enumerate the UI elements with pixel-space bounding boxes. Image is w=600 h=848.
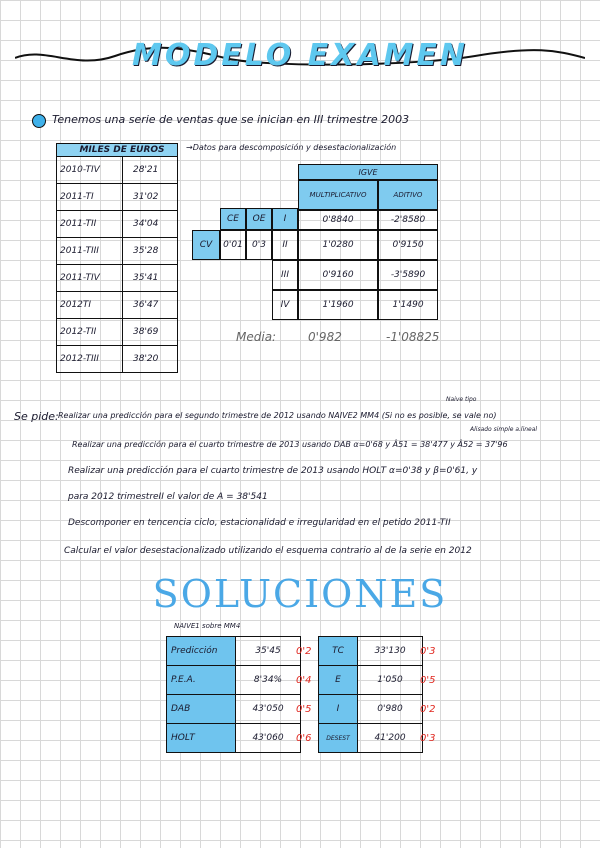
bullet-icon [32, 114, 46, 128]
naive-note: NAIVE1 sobre MM4 [174, 622, 241, 630]
igve-adit-ii: 0'9150 [378, 230, 438, 260]
annot-naive: Naive tipo [446, 396, 477, 403]
table-row [319, 695, 423, 724]
period-cell: 2011-TIV [57, 265, 123, 292]
media-mult: 0'982 [308, 330, 342, 344]
score: 0'5 [420, 675, 436, 686]
sol-value: 41'200 [358, 724, 423, 753]
task-1: Realizar una predicción para el segundo trimestre de 2012 usando NAIVE2 MM4 (Si no es posible, se vale no) [58, 411, 497, 420]
value-cell: 36'47 [123, 292, 178, 319]
sol-label: HOLT [167, 724, 236, 753]
period-cell: 2012-TIII [57, 346, 123, 373]
value-cell: 35'28 [123, 238, 178, 265]
value-cell: 35'41 [123, 265, 178, 292]
cv-ce-value: 0'01 [220, 230, 246, 260]
value-cell: 38'69 [123, 319, 178, 346]
annot-dab: Alisado simple a.lineal [470, 426, 538, 433]
score: 0'5 [296, 704, 312, 715]
sol-label: E [319, 666, 358, 695]
ce-label: CE [220, 208, 246, 230]
solutions-right-table [318, 636, 423, 753]
value-cell: 28'21 [123, 157, 178, 184]
sol-label: DESEST [319, 724, 358, 753]
igve-col-mult: MULTIPLICATIVO [298, 180, 378, 210]
period-cell: 2012-TII [57, 319, 123, 346]
sol-label: TC [319, 637, 358, 666]
task-3: Realizar una predicción para el cuarto trimestre de 2013 usando HOLT α=0'38 y β=0'61, y [68, 466, 478, 476]
value-cell: 34'04 [123, 211, 178, 238]
intro-text: Tenemos una serie de ventas que se inician en III trimestre 2003 [52, 113, 410, 126]
media-label: Media: [236, 330, 277, 344]
page-title: MODELO EXAMEN [131, 38, 469, 73]
igve-mult-iii: 0'9160 [298, 260, 378, 290]
sol-value: 33'130 [358, 637, 423, 666]
period-cell: 2011-TII [57, 211, 123, 238]
task-5: Descomponer en tencencia ciclo, estacionalidad e irregularidad en el petido 2011-TII [68, 518, 451, 528]
table-row [167, 637, 301, 666]
sol-value: 35'45 [236, 637, 301, 666]
table-row [57, 238, 178, 265]
table-row [167, 724, 301, 753]
igve-col-adit: ADITIVO [378, 180, 438, 210]
table-row [57, 319, 178, 346]
sales-table-header: MILES DE EUROS [57, 144, 178, 157]
score: 0'2 [296, 646, 312, 657]
solutions-title: SOLUCIONES [152, 572, 448, 616]
period-cell: 2010-TIV [57, 157, 123, 184]
period-cell: 2011-TIII [57, 238, 123, 265]
igve-mult-ii: 1'0280 [298, 230, 378, 260]
score: 0'4 [296, 675, 312, 686]
table-row [167, 695, 301, 724]
table-row [57, 184, 178, 211]
period-cell: 2012TI [57, 292, 123, 319]
task-4: para 2012 trimestreII el valor de A = 38'541 [68, 492, 268, 502]
sales-table [56, 143, 178, 373]
table-row [57, 211, 178, 238]
quarter-ii-label: II [272, 230, 298, 260]
sol-value: 43'050 [236, 695, 301, 724]
score: 0'3 [420, 646, 436, 657]
oe-label: OE [246, 208, 272, 230]
task-2: Realizar una predicción para el cuarto trimestre de 2013 usando DAB α=0'68 y Â51 = 38'477 y Â52 = 37'96 [72, 440, 508, 449]
value-cell: 31'02 [123, 184, 178, 211]
igve-mult-i: 0'8840 [298, 210, 378, 230]
table-row [57, 346, 178, 373]
table-row [319, 724, 423, 753]
sol-value: 43'060 [236, 724, 301, 753]
cv-label: CV [192, 230, 220, 260]
decomp-note: →Datos para descomposición y desestacionalización [186, 143, 397, 152]
sol-label: DAB [167, 695, 236, 724]
se-pide-label: Se pide: [14, 410, 59, 423]
table-row [319, 666, 423, 695]
value-cell: 38'20 [123, 346, 178, 373]
sol-value: 0'980 [358, 695, 423, 724]
media-adit: -1'08825 [386, 330, 440, 344]
task-6: Calcular el valor desestacionalizado utilizando el esquema contrario al de la serie en 2012 [64, 546, 472, 556]
sol-value: 1'050 [358, 666, 423, 695]
table-row [57, 265, 178, 292]
igve-header: IGVE [298, 164, 438, 180]
table-row [57, 292, 178, 319]
table-row [319, 637, 423, 666]
quarter-iii-label: III [272, 260, 298, 290]
sol-label: Predicción [167, 637, 236, 666]
igve-adit-iii: -3'5890 [378, 260, 438, 290]
quarter-i-label: I [272, 208, 298, 230]
sol-label: P.E.A. [167, 666, 236, 695]
score: 0'6 [296, 733, 312, 744]
cv-oe-value: 0'3 [246, 230, 272, 260]
igve-mult-iv: 1'1960 [298, 290, 378, 320]
sol-label: I [319, 695, 358, 724]
table-row [167, 666, 301, 695]
period-cell: 2011-TI [57, 184, 123, 211]
solutions-left-table [166, 636, 301, 753]
score: 0'2 [420, 704, 436, 715]
igve-adit-i: -2'8580 [378, 210, 438, 230]
score: 0'3 [420, 733, 436, 744]
table-row [57, 157, 178, 184]
sol-value: 8'34% [236, 666, 301, 695]
quarter-iv-label: IV [272, 290, 298, 320]
igve-adit-iv: 1'1490 [378, 290, 438, 320]
